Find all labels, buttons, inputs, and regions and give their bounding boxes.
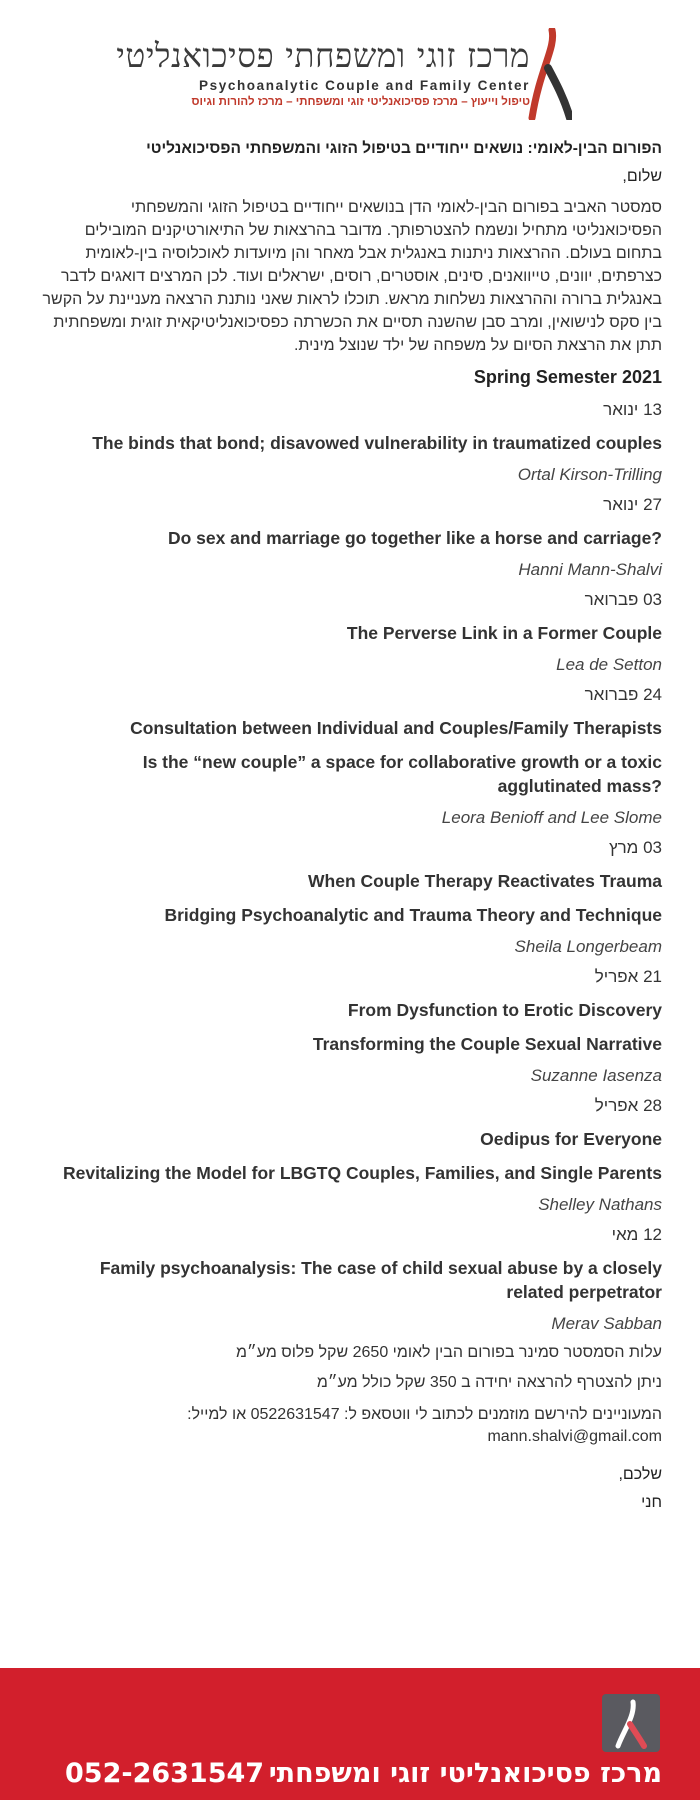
lecture-item [40,1225,662,1334]
footer-logo-icon [602,1694,660,1752]
lecture-date: 03 מרץ [609,838,662,857]
lecture-date: 12 מאי [611,1225,662,1244]
lecture-list [40,400,662,1334]
lecture-date: 27 ינואר [603,495,662,514]
footer-phone[interactable]: 052-2631547 [65,1758,265,1789]
contact-email[interactable]: mann.shalvi@gmail.com [487,1428,662,1445]
lecture-title: Transforming the Couple Sexual Narrative [312,1034,662,1054]
lecture-speaker: Lea de Setton [556,655,662,674]
lecture-title: Family psychoanalysis: The case of child sexual abuse by a closely related perpetrator [99,1258,662,1302]
lecture-item [40,590,662,675]
lecture-date: 28 אפריל [594,1096,662,1115]
lecture-date: 13 ינואר [603,400,662,419]
lecture-speaker: Sheila Longerbeam [514,937,662,956]
lecture-title: Bridging Psychoanalytic and Trauma Theory and Technique [164,905,662,925]
lecture-item [40,838,662,957]
lecture-speaker: Merav Sabban [551,1314,662,1333]
document-title: הפורום הבין-לאומי: נושאים ייחודיים בטיפול הזוגי והמשפחתי הפסיכואנליטי [146,140,662,157]
lecture-title: Is the “new couple” a space for collaborative growth or a toxic agglutinated mass? [142,752,662,796]
lecture-title: The Perverse Link in a Former Couple [346,623,662,643]
single-lecture-fee: ניתן להצטרף להרצאה יחידה ב 350 שקל כולל מע״מ [316,1374,662,1391]
footer-banner [0,1668,700,1800]
lecture-title: From Dysfunction to Erotic Discovery [347,1000,662,1020]
lecture-item [40,685,662,828]
lecture-title: The binds that bond; disavowed vulnerability in traumatized couples [92,433,662,453]
lecture-speaker: Shelley Nathans [538,1195,662,1214]
document-body [40,140,662,1522]
contact-text: המעוניינים להירשם מוזמנים לכתוב לי ווטסאפ ל: 0522631547 או למייל: [187,1406,662,1423]
lecture-title: Revitalizing the Model for LBGTQ Couples, Families, and Single Parents [63,1163,662,1183]
lecture-speaker: Hanni Mann-Shalvi [518,560,662,579]
lecture-title: Consultation between Individual and Couples/Family Therapists [130,718,662,738]
signature: חני [641,1494,662,1511]
lecture-speaker: Suzanne Iasenza [530,1066,662,1085]
logo-subtitle: טיפול וייעוץ – מרכז פסיכואנליטי זוגי ומשפחתי – מרכז להורות וגיוס [191,96,530,108]
lecture-item [40,495,662,580]
greeting: שלום, [622,168,662,185]
lecture-item [40,1096,662,1215]
lecture-speaker: Ortal Kirson-Trilling [517,465,662,484]
closing-regards: שלכם, [618,1466,662,1483]
logo-english-name: Psychoanalytic Couple and Family Center [199,78,530,93]
lecture-date: 21 אפריל [594,967,662,986]
lecture-date: 03 פברואר [584,590,662,609]
logo-hebrew-name: מרכז זוגי ומשפחתי פסיכואנליטי [116,36,530,75]
couple-logo-icon [526,28,572,120]
lecture-speaker: Leora Benioff and Lee Slome [441,808,662,827]
lecture-date: 24 פברואר [584,685,662,704]
header-logo [0,20,700,125]
semester-fee: עלות הסמסטר סמינר בפורום הבין לאומי 2650 שקל פלוס מע״מ [236,1344,662,1361]
intro-paragraph: סמסטר האביב בפורום הבין-לאומי הדן בנושאים ייחודיים בטיפול הזוגי והמשפחתי הפסיכואנליטי מתחיל ונשמח להצטרפותך. מדובר בהרצאות של התיאורטיקנים המובילים בתחום בעולם. ההרצאות ניתנות באנגלית אבל מאחר והן מיועדות לאוכלוסיה בין-לאומית כצרפתים, יוונים, טייוואנים, סינים, אוסטרים, רוסים, ישראלים ועוד. לכן המרצים דואגים לדבר באנגלית ברורה וההרצאות נשלחות מראש. תוכלו לראות שאני נותנת הרצאה מעניינת על הקשר בין סקס לנישואין, ומרב סבן שהשנה תסיים את הכשרתה כפסיכואנליטיקאית זוגית ומשפחתית תתן את הרצאת הסיום על משפחה של ילד שנוצל מינית. [42,199,662,354]
lecture-title: When Couple Therapy Reactivates Trauma [308,871,662,891]
lecture-title: Oedipus for Everyone [480,1129,662,1149]
semester-heading: Spring Semester 2021 [473,367,662,387]
contact-info [40,1404,662,1448]
footer-center-name: מרכז פסיכואנליטי זוגי ומשפחתי [268,1758,662,1789]
lecture-title: Do sex and marriage go together like a horse and carriage? [167,528,662,548]
lecture-item [40,967,662,1086]
lecture-item [40,400,662,485]
